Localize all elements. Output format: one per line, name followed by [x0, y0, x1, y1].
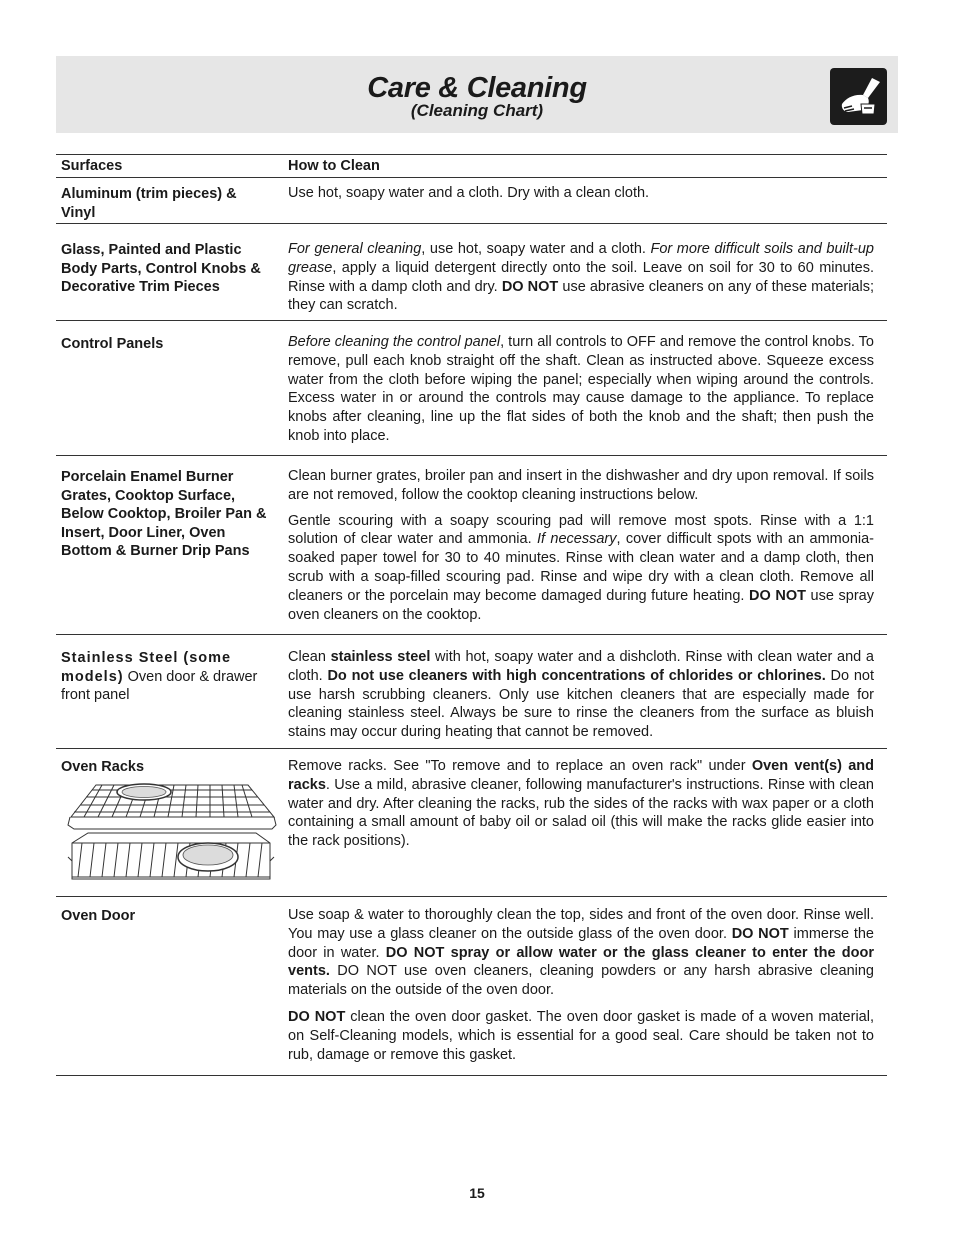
- table-row: [56, 224, 887, 321]
- page-header-banner: [56, 56, 898, 133]
- how-to-clean-text: Use hot, soapy water and a cloth. Dry with a clean cloth.: [288, 185, 650, 201]
- page-subtitle: (Cleaning Chart): [410, 101, 544, 120]
- table-header: [56, 154, 887, 178]
- table-row: [56, 321, 887, 456]
- how-to-clean-text: Clean stainless steel with hot, soapy water and a dishcloth. Rinse with clean water and a cloth. Do not use cleaners with high concentrations of chlorides or chlorines. Do not use harsh scrubbing cleaners. Only use kitchen cleaners that are especially made for cleaning stainless steel. Always be sure to rinse the cleaners from the surface as bluish stains may occur during heating that cannot be removed.: [288, 649, 875, 741]
- how-to-clean-text: Remove racks. See "To remove and to replace an oven rack" under Oven vent(s) and racks. Use a mild, abrasive cleaner, following manufacturer's instructions. Rinse with clean water and dry. After cleaning the racks, rub the sides of the racks with wax paper or a cloth containing a small amount of baby oil or salad oil (this will make the racks glide easier into the rack positions).: [288, 758, 874, 850]
- table-row: [56, 456, 887, 635]
- surface-label: Oven Racks: [61, 759, 145, 775]
- how-to-clean-text: For general cleaning, use hot, soapy water and a cloth. For more difficult soils and built-up grease, apply a liquid detergent directly onto the soil. Leave on soil for 30 to 60 minutes. Rinse with a damp cloth and dry. DO NOT use abrasive cleaners on any of these materials; they can scratch.: [288, 241, 874, 314]
- surface-label: Glass, Painted and Plastic Body Parts, Control Knobs & Decorative Trim Pieces: [61, 242, 261, 296]
- column-header-surfaces: Surfaces: [61, 158, 123, 174]
- how-to-clean-text: Use soap & water to thoroughly clean the top, sides and front of the oven door. Rinse well. You may use a glass cleaner on the outside glass of the oven door. DO NOT immerse the door in water. DO NOT spray or allow water or the glass cleaner to enter the door vents. DO NOT use oven cleaners, cleaning powders or any harsh abrasive cleaning materials on the outside of the oven door. DO NOT clean the oven door gasket. The oven door gasket is made of a woven material, on Self-Cleaning models, which is essential for a good seal. Care should be taken not to rub, damage or remove this gasket.: [288, 907, 875, 1063]
- column-header-how-to-clean: How to Clean: [288, 158, 380, 174]
- page-number: 15: [469, 1185, 485, 1201]
- surface-label: Porcelain Enamel Burner Grates, Cooktop Surface, Below Cooktop, Broiler Pan & Insert, Door Liner, Oven Bottom & Burner Drip Pans: [61, 469, 267, 560]
- how-to-clean-text: Clean burner grates, broiler pan and insert in the dishwasher and dry upon removal. If soils are not removed, follow the cooktop cleaning instructions below. Gentle scouring with a soapy scouring pad will remove most spots. Rinse with a 1:1 solution of clear water and ammonia. If necessary, cover difficult spots with an ammonia-soaked paper towel for 30 to 40 minutes. Rinse with clean water and a damp cloth, then scrub with a soap-filled scouring pad. Rinse and wipe dry with a clean cloth. Remove all cleaners or the porcelain may become damaged during future heating. DO NOT use spray oven cleaners on the cooktop.: [288, 468, 874, 623]
- table-row: [56, 178, 887, 224]
- surface-label: Control Panels: [61, 336, 164, 352]
- surface-label: Oven Door: [61, 908, 136, 924]
- cleaning-chart-table: [56, 154, 887, 1076]
- hand-cleaning-icon: [830, 68, 887, 125]
- how-to-clean-text: Before cleaning the control panel, turn all controls to OFF and remove the control knobs. To remove, pull each knob straight off the shaft. Clean as instructed above. Squeeze excess water from the cloth before wiping the panel; especially when wiping around the controls. Excess water in or around the controls may cause damage to the appliance. To replace knobs after cleaning, line up the flat sides of both the knob and the shaft; then push the knob into place.: [288, 334, 874, 444]
- table-row: [56, 635, 887, 749]
- page-title: Care & Cleaning: [367, 72, 587, 104]
- surface-label: Aluminum (trim pieces) & Vinyl: [61, 186, 237, 221]
- oven-racks-illustration: [66, 781, 278, 887]
- table-row: [56, 897, 887, 1076]
- surface-label: Stainless Steel (some models) Oven door & drawer front panel: [61, 650, 258, 704]
- table-row: [56, 749, 887, 897]
